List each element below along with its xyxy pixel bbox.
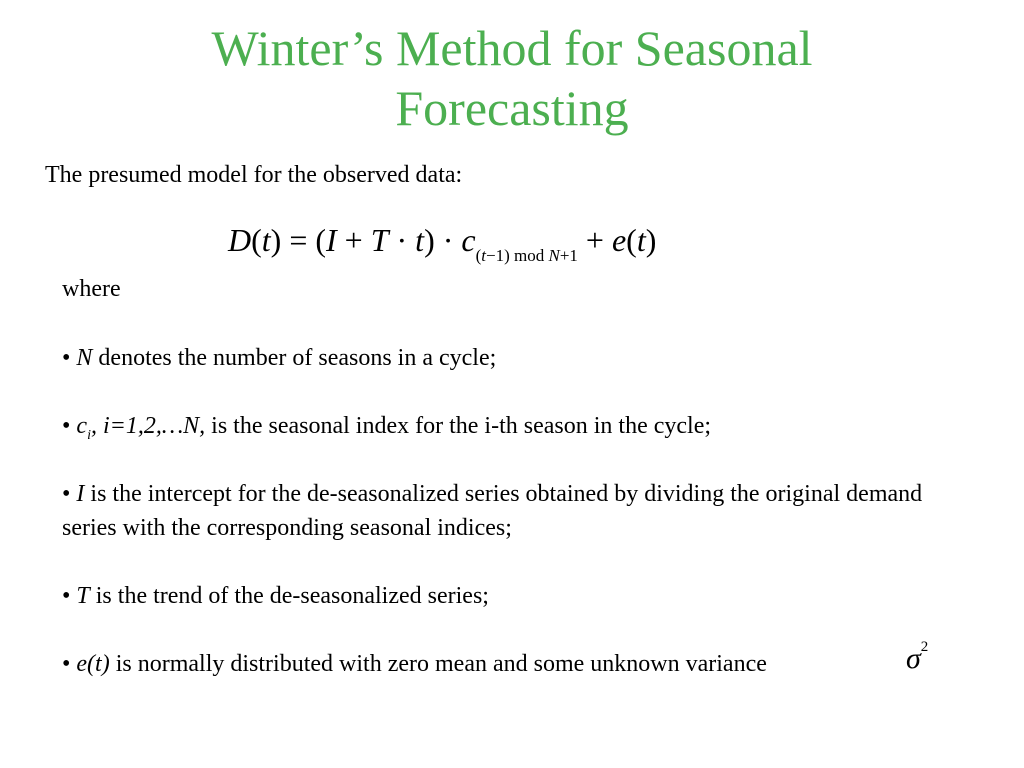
bullet-n-text: denotes the number of seasons in a cycle; [92, 345, 497, 371]
formula-i: I [326, 222, 337, 258]
formula-c: c [461, 222, 476, 258]
bullet-e-text: is normally distributed with zero mean and some unknown variance [109, 651, 767, 677]
formula-sub-plus1: +1 [559, 246, 578, 265]
bullet-dot: • [62, 345, 71, 371]
title-line-2: Forecasting [395, 80, 629, 136]
bullet-dot: • [62, 413, 71, 439]
formula-sub-minus1: −1) [485, 246, 510, 265]
formula-d: D [228, 222, 252, 258]
bullet-dot: • [62, 481, 71, 507]
slide-title [0, 18, 1024, 138]
bullet-e-symbol: e(t) [76, 651, 110, 677]
bullet-ci-symbol: c [76, 413, 88, 439]
formula-sub-n: N [548, 246, 560, 265]
formula-T: T [370, 222, 389, 258]
where-label: where [62, 276, 121, 302]
bullet-t [62, 579, 942, 613]
bullet-ci [62, 409, 942, 453]
formula-t2: t [415, 222, 425, 258]
title-line-1: Winter’s Method for Seasonal [211, 20, 813, 76]
bullet-ci-range: , i=1,2,…N, [90, 413, 206, 439]
sigma-symbol: σ [906, 642, 921, 675]
formula-subscript: (t−1) mod N+1 [475, 246, 578, 265]
bullet-ci-text: is the seasonal index for the i-th season in the cycle; [205, 413, 712, 439]
bullet-i-text: is the intercept for the de-seasonalized series obtained by dividing the original demand series with the corresponding seasonal indices; [62, 481, 923, 541]
model-formula: $D(t) = (I + T \cdot t) \cdot c_{(t-1) mod N+1} + e(t)$ [228, 222, 657, 265]
bullet-dot: • [62, 583, 71, 609]
formula-sub-mod: mod [509, 246, 549, 265]
bullet-ci-subscript: i [87, 427, 91, 443]
sigma-squared [906, 639, 929, 676]
formula-t3: t [636, 222, 646, 258]
bullet-t-symbol: T [76, 583, 90, 609]
bullet-e [62, 647, 942, 681]
bullet-t-text: is the trend of the de-seasonalized series; [89, 583, 489, 609]
formula-sub-t: t [481, 246, 486, 265]
sigma-exponent: 2 [920, 639, 929, 655]
formula-e: e [611, 222, 627, 258]
bullet-dot: • [62, 651, 71, 677]
intro-text: The presumed model for the observed data: [45, 162, 463, 188]
bullet-n-symbol: N [76, 345, 93, 371]
formula-t1: t [261, 222, 271, 258]
bullet-i [62, 477, 942, 545]
bullet-i-symbol: I [76, 481, 85, 507]
bullet-n [62, 341, 942, 375]
